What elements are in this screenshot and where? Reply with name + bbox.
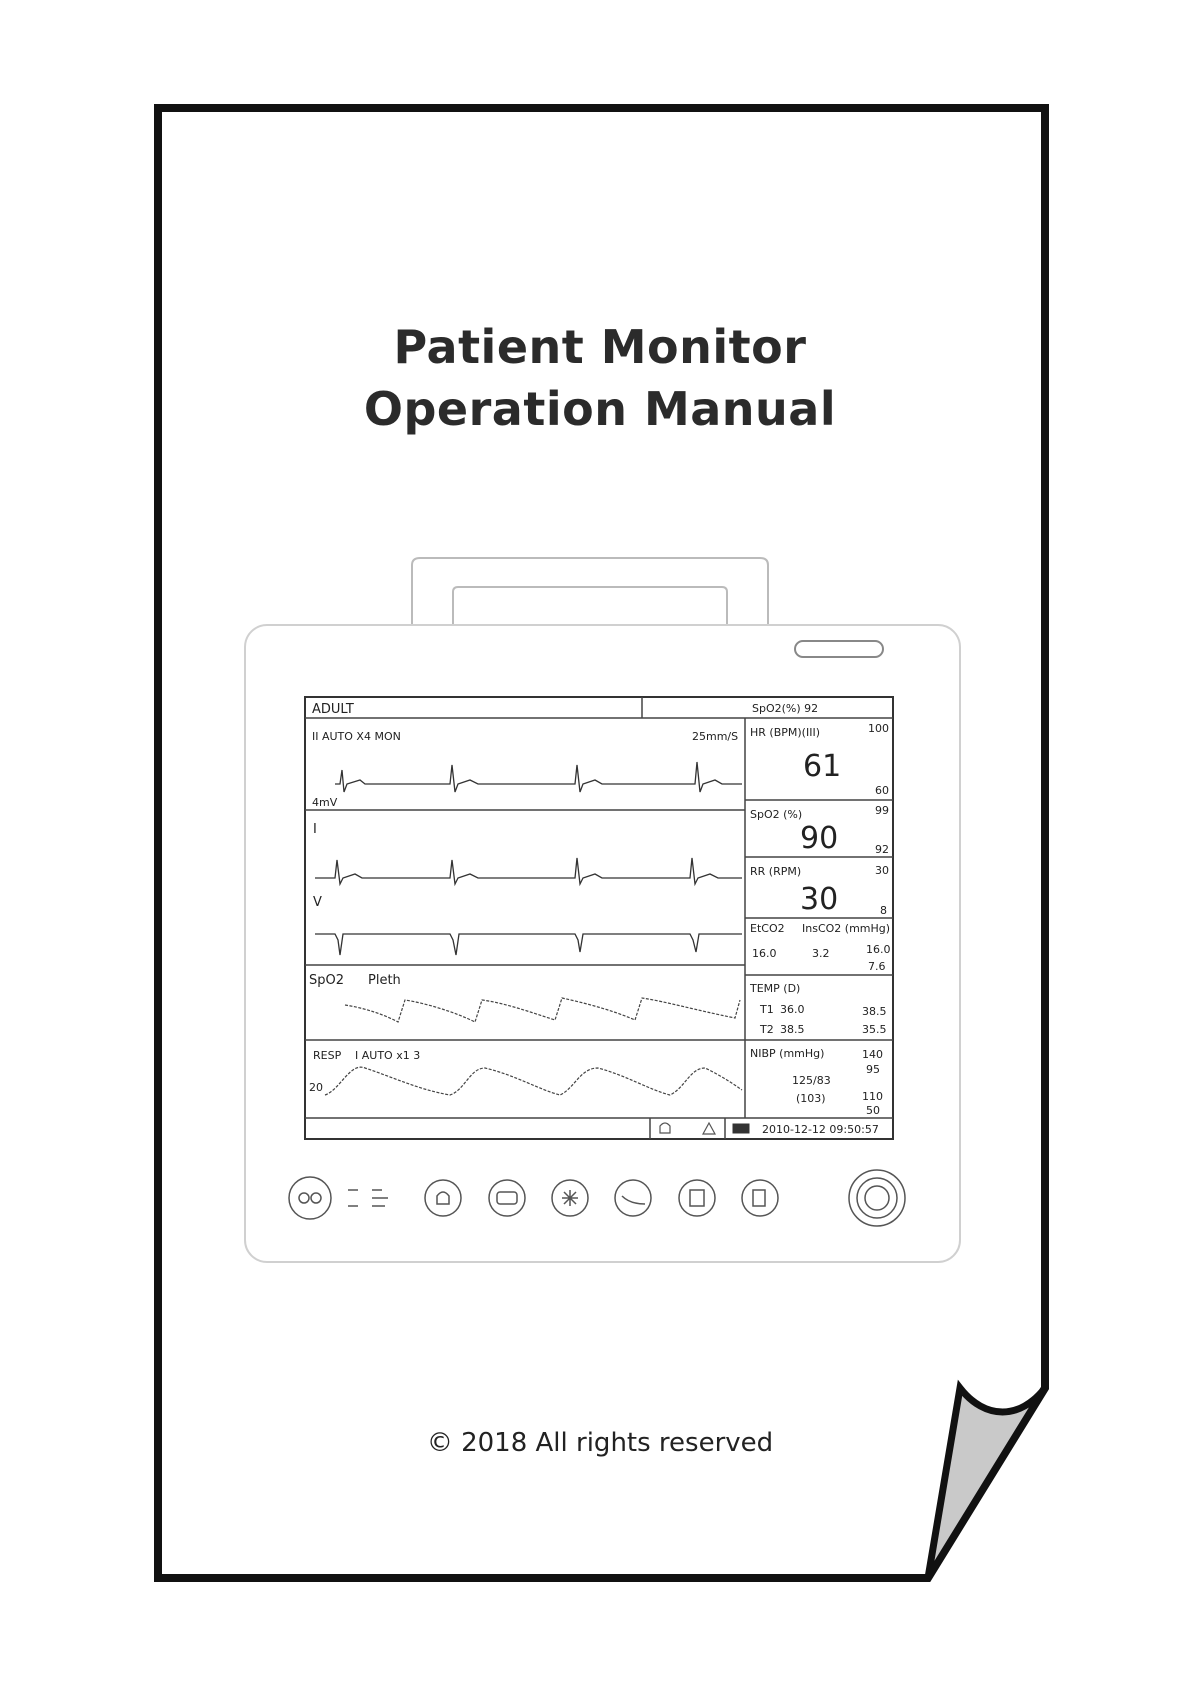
nibp-dia-low: 50 [866, 1104, 880, 1117]
t2-limit: 35.5 [862, 1023, 887, 1036]
nibp-dia-high: 110 [862, 1090, 883, 1103]
sweep-speed: 25mm/S [692, 730, 739, 743]
copyright-notice: © 2018 All rights reserved [426, 1428, 774, 1458]
datetime: 2010-12-12 09:50:57 [762, 1123, 879, 1136]
resp-scale: 20 [309, 1081, 323, 1094]
co2-high: 16.0 [866, 943, 891, 956]
nibp-reading: 125/83 [792, 1074, 831, 1087]
top-status: SpO2(%) 92 [752, 702, 819, 715]
ecg-scale: 4mV [312, 796, 338, 809]
t2-label: T2 [760, 1023, 774, 1036]
nibp-sys-high: 140 [862, 1048, 883, 1061]
spo2-value: 90 [800, 821, 839, 856]
t2-value: 38.5 [780, 1023, 805, 1036]
t1-value: 36.0 [780, 1003, 805, 1016]
ecg-header: II AUTO X4 MON [312, 730, 401, 743]
rr-low: 8 [880, 904, 887, 917]
hr-low: 60 [875, 784, 889, 797]
spo2-label: SpO2 (%) [750, 808, 803, 821]
spo2-high: 99 [875, 804, 889, 817]
insco2-value: 3.2 [812, 947, 830, 960]
rr-high: 30 [875, 864, 889, 877]
nibp-label: NIBP (mmHg) [750, 1047, 825, 1060]
nibp-sys-low: 95 [866, 1063, 880, 1076]
pleth-label: Pleth [368, 973, 401, 988]
hr-value: 61 [803, 749, 842, 784]
rr-label: RR (RPM) [750, 865, 802, 878]
hr-label: HR (BPM)(III) [750, 726, 820, 739]
lead-i-label: I [313, 822, 317, 837]
title-line-1: Patient Monitor [393, 320, 807, 374]
title-line-2: Operation Manual [363, 382, 837, 436]
hr-high: 100 [868, 722, 889, 735]
spo2-wave-label: SpO2 [309, 973, 345, 988]
spo2-low: 92 [875, 843, 889, 856]
lead-v-label: V [313, 895, 322, 910]
etco2-value: 16.0 [752, 947, 777, 960]
patient-type: ADULT [312, 702, 354, 717]
battery-icon [733, 1124, 749, 1133]
etco2-label: EtCO2 [750, 922, 785, 935]
insco2-label: InsCO2 (mmHg) [802, 922, 891, 935]
temp-label: TEMP (D) [750, 982, 801, 995]
nibp-mean: (103) [796, 1092, 826, 1105]
resp-header: RESP [313, 1049, 342, 1062]
co2-low: 7.6 [868, 960, 886, 973]
resp-mode: I AUTO x1 3 [355, 1049, 421, 1062]
t1-label: T1 [760, 1003, 774, 1016]
rr-value: 30 [800, 882, 839, 917]
t1-limit: 38.5 [862, 1005, 887, 1018]
